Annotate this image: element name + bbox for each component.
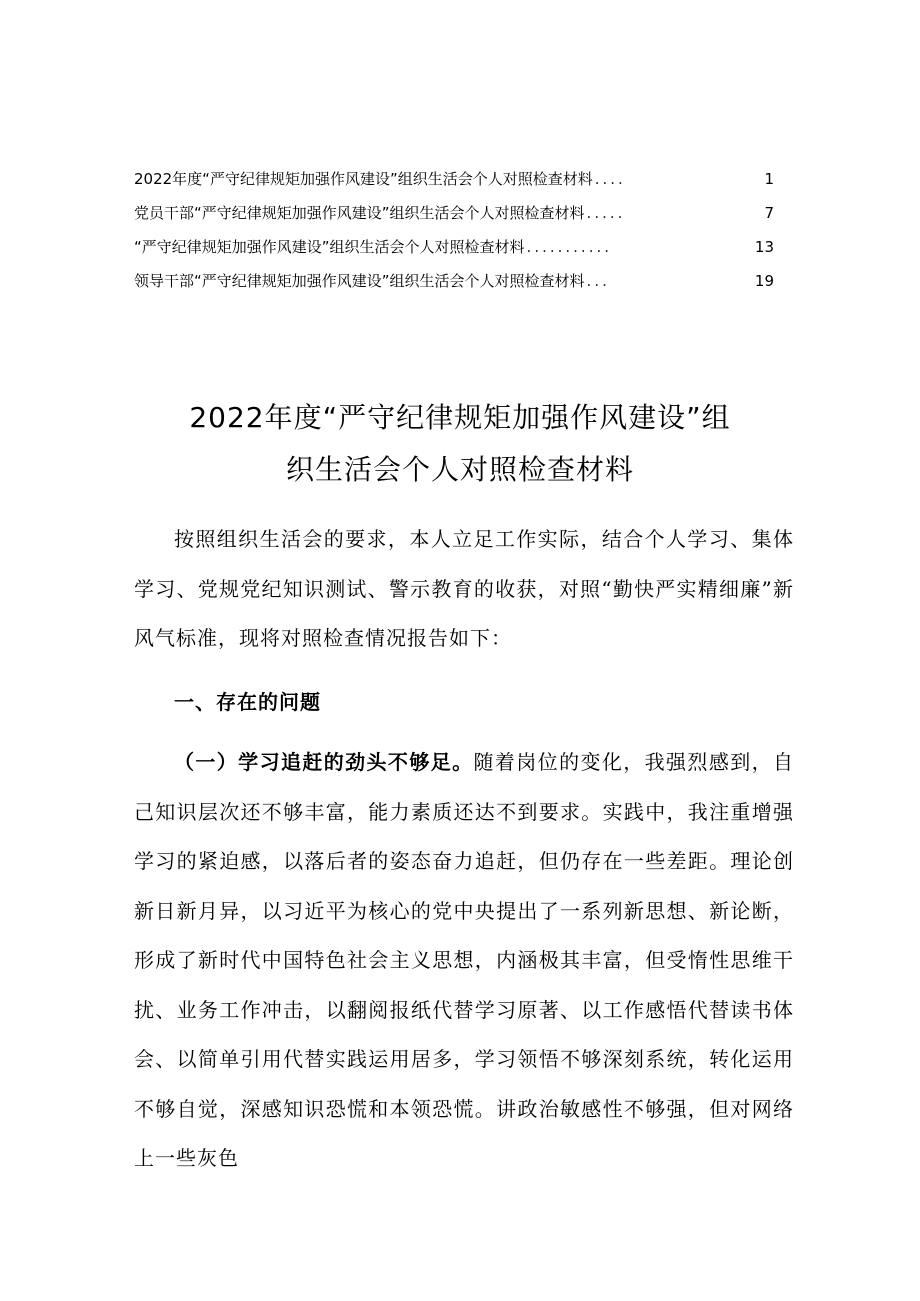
table-of-contents: [134, 168, 774, 304]
document-title: [100, 392, 820, 496]
sub-section-heading: （一）学习追赶的劲头不够足。: [174, 750, 474, 774]
toc-item-leader: ...: [586, 272, 610, 290]
toc-item[interactable]: [134, 236, 774, 270]
toc-item[interactable]: [134, 168, 774, 202]
toc-item-leader: ...........: [526, 238, 612, 256]
toc-item-page: 19: [754, 272, 774, 290]
toc-item-page: 7: [764, 204, 774, 222]
document-title-line-2: 织生活会个人对照检查材料: [285, 453, 634, 486]
document-title-line-1: 2022年度“严守纪律规矩加强作风建设”组: [189, 401, 731, 434]
toc-item-page: 13: [754, 238, 774, 256]
toc-item[interactable]: [134, 270, 774, 304]
toc-item-title: “严守纪律规矩加强作风建设”组织生活会个人对照检查材料: [134, 238, 525, 256]
document-body: [134, 515, 794, 1184]
toc-item[interactable]: [134, 202, 774, 236]
section-heading: 一、存在的问题: [174, 689, 321, 714]
toc-item-title: 党员干部“严守纪律规矩加强作风建设”组织生活会个人对照检查材料: [134, 204, 585, 222]
toc-item-title: 2022年度“严守纪律规矩加强作风建设”组织生活会个人对照检查材料: [134, 170, 593, 188]
toc-item-page: 1: [764, 170, 774, 188]
intro-paragraph: 按照组织生活会的要求，本人立足工作实际，结合个人学习、集体学习、党规党纪知识测试、警示教育的收获，对照“勤快严实精细廉”新风气标准，现将对照检查情况报告如下：: [134, 527, 794, 650]
sub-section-paragraph: [134, 738, 794, 1184]
toc-item-title: 领导干部“严守纪律规矩加强作风建设”组织生活会个人对照检查材料: [134, 272, 585, 290]
sub-section-text: 随着岗位的变化，我强烈感到，自己知识层次还不够丰富，能力素质还达不到要求。实践中，我注重增强学习的紧迫感，以落后者的姿态奋力追赶，但仍存在一些差距。理论创新日新月异，以习近平为核心的党中央提出了一系列新思想、新论断，形成了新时代中国特色社会主义思想，内涵极其丰富，但受惰性思维干扰、业务工作冲击，以翻阅报纸代替学习原著、以工作感悟代替读书体会、以简单引用代替实践运用居多，学习领悟不够深刻系统，转化运用不够自觉，深感知识恐慌和本领恐慌。讲政治敏感性不够强，但对网络上一些灰色: [134, 750, 794, 1170]
toc-item-leader: .....: [586, 204, 626, 222]
toc-item-leader: ....: [594, 170, 626, 188]
